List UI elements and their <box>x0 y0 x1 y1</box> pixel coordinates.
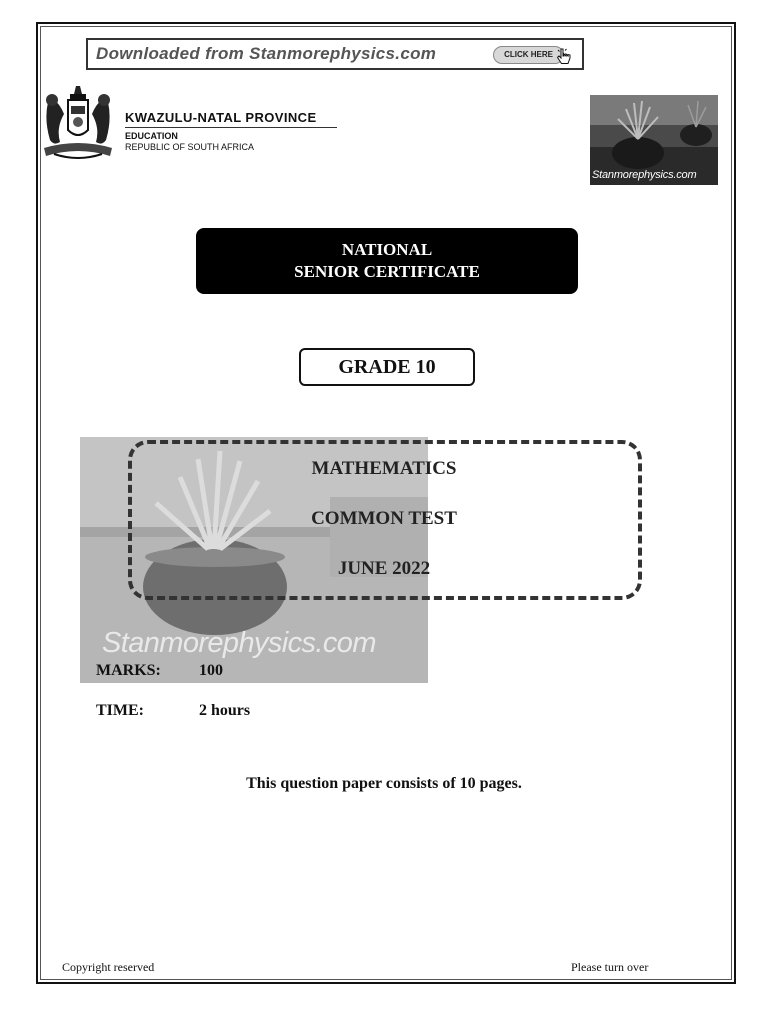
grade-box: GRADE 10 <box>299 348 475 386</box>
marks-label: MARKS: <box>96 662 161 679</box>
marks-value: 100 <box>199 662 223 679</box>
country-name: REPUBLIC OF SOUTH AFRICA <box>125 142 255 152</box>
footer-copyright: Copyright reserved <box>62 960 155 974</box>
logo-caption: Stanmorephysics.com <box>592 169 697 181</box>
certificate-line-2: SENIOR CERTIFICATE <box>294 262 480 281</box>
certificate-box <box>196 228 578 294</box>
footer-turn-over: Please turn over <box>571 960 649 974</box>
subject-title: MATHEMATICS <box>311 458 457 479</box>
watermark-caption: Stanmorephysics.com <box>102 627 376 659</box>
pointer-hand-icon <box>556 48 572 66</box>
coat-of-arms-icon <box>40 80 116 162</box>
click-here-button[interactable]: CLICK HERE <box>493 46 564 64</box>
exam-type: COMMON TEST <box>311 508 457 529</box>
download-banner[interactable] <box>86 38 584 70</box>
exam-date: JUNE 2022 <box>337 558 431 579</box>
banner-text[interactable]: Downloaded from Stanmorephysics.com <box>96 44 437 63</box>
certificate-line-1: NATIONAL <box>341 240 433 259</box>
province-name: KWAZULU-NATAL PROVINCE <box>125 110 337 128</box>
department-name: EDUCATION <box>125 131 178 141</box>
page-count-note: This question paper consists of 10 pages. <box>246 775 522 792</box>
stanmore-logo-image <box>590 95 718 185</box>
time-value: 2 hours <box>199 702 251 719</box>
province-block <box>125 110 337 152</box>
time-label: TIME: <box>96 702 144 719</box>
